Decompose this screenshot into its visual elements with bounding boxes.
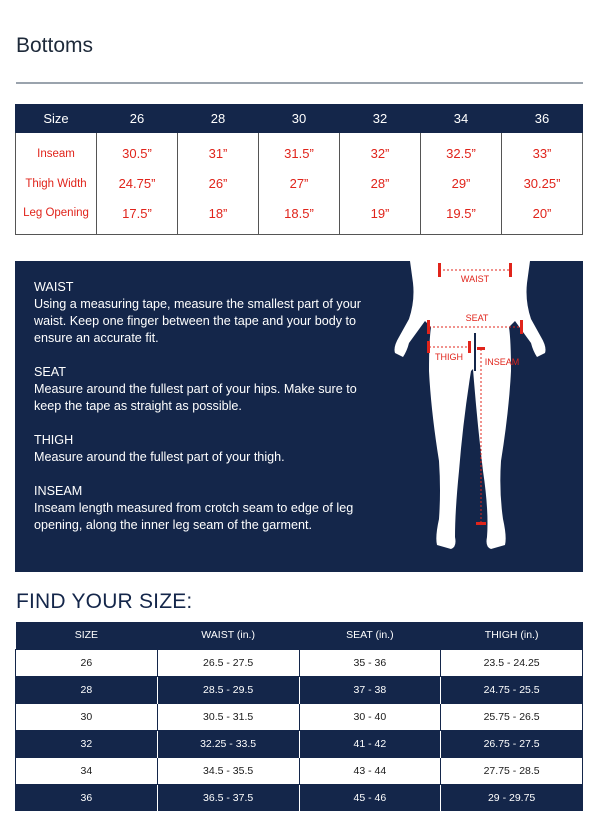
table-cell: 37 - 38 [299, 676, 441, 703]
seat-marker-right [520, 320, 523, 334]
instruction-text: Using a measuring tape, measure the smallest part of your waist. Keep one finger between the tape and your body to ensure an accurate fit. [34, 297, 361, 345]
waist-marker-left [438, 263, 441, 277]
instruction-heading: WAIST [34, 280, 74, 294]
table-cell: 33” [502, 133, 583, 169]
table-cell: 45 - 46 [299, 784, 441, 811]
waist-label: WAIST [460, 274, 490, 284]
row-label: Thigh Width [16, 169, 97, 199]
table-cell: 20” [502, 199, 583, 235]
table-row [16, 703, 583, 730]
table-cell: 36 [16, 784, 158, 811]
table-row [16, 757, 583, 784]
table-cell: 27” [259, 169, 340, 199]
body-silhouette [395, 261, 546, 549]
header-cell: 36 [502, 105, 583, 133]
instruction-heading: SEAT [34, 365, 66, 379]
table-cell: 28” [340, 169, 421, 199]
header-cell: THIGH (in.) [441, 622, 583, 649]
table-cell: 25.75 - 26.5 [441, 703, 583, 730]
waist-marker-right [509, 263, 512, 277]
table-cell: 17.5” [97, 199, 178, 235]
measurements-table [15, 104, 583, 235]
seat-label: SEAT [465, 313, 489, 323]
table-cell: 28.5 - 29.5 [157, 676, 299, 703]
table-cell: 30.5 - 31.5 [157, 703, 299, 730]
table-cell: 34.5 - 35.5 [157, 757, 299, 784]
table-cell: 26.5 - 27.5 [157, 649, 299, 676]
header-cell: 32 [340, 105, 421, 133]
table-row [16, 730, 583, 757]
table-cell: 30.5” [97, 133, 178, 169]
instruction-text: Inseam length measured from crotch seam to edge of leg opening, along the inner leg seam of the garment. [34, 501, 354, 532]
instruction-heading: INSEAM [34, 484, 83, 498]
inseam-instruction [34, 483, 384, 534]
table-cell: 41 - 42 [299, 730, 441, 757]
header-cell: Size [16, 105, 97, 133]
inseam-marker-bottom [476, 522, 486, 525]
measuring-instructions [34, 279, 384, 551]
find-your-size-heading: FIND YOUR SIZE: [16, 590, 193, 613]
thigh-label: THIGH [435, 352, 463, 362]
size-header-row [16, 622, 583, 649]
table-cell: 32.25 - 33.5 [157, 730, 299, 757]
inseam-label: INSEAM [484, 357, 520, 367]
size-lookup-table [15, 622, 583, 811]
table-cell: 30.25” [502, 169, 583, 199]
table-cell: 19” [340, 199, 421, 235]
table-cell: 19.5” [421, 199, 502, 235]
table-cell: 23.5 - 24.25 [441, 649, 583, 676]
seat-instruction [34, 364, 384, 415]
table-cell: 29 - 29.75 [441, 784, 583, 811]
measurement-row-leg-opening [16, 199, 583, 235]
measurements-header-row [16, 105, 583, 133]
header-cell: 34 [421, 105, 502, 133]
row-label: Inseam [16, 133, 97, 169]
measurement-row-thigh-width [16, 169, 583, 199]
instruction-text: Measure around the fullest part of your thigh. [34, 450, 285, 464]
table-cell: 26.75 - 27.5 [441, 730, 583, 757]
table-cell: 24.75” [97, 169, 178, 199]
table-row [16, 676, 583, 703]
table-cell: 31.5” [259, 133, 340, 169]
body-figure-illustration [385, 261, 583, 572]
table-cell: 35 - 36 [299, 649, 441, 676]
table-cell: 24.75 - 25.5 [441, 676, 583, 703]
header-cell: SEAT (in.) [299, 622, 441, 649]
table-cell: 30 - 40 [299, 703, 441, 730]
inseam-marker-top [477, 347, 485, 350]
table-cell: 27.75 - 28.5 [441, 757, 583, 784]
table-cell: 43 - 44 [299, 757, 441, 784]
table-cell: 32” [340, 133, 421, 169]
thigh-marker-right [468, 341, 471, 353]
table-cell: 31” [178, 133, 259, 169]
page-title: Bottoms [16, 34, 94, 57]
table-cell: 28 [16, 676, 158, 703]
header-cell: SIZE [16, 622, 158, 649]
measuring-guide-panel [15, 261, 583, 572]
table-cell: 32.5” [421, 133, 502, 169]
table-cell: 18.5” [259, 199, 340, 235]
seat-marker-left [427, 320, 430, 334]
table-cell: 26 [16, 649, 158, 676]
header-cell: 26 [97, 105, 178, 133]
title-divider [16, 82, 583, 84]
thigh-marker-left [427, 341, 430, 353]
row-label: Leg Opening [16, 199, 97, 235]
table-row [16, 649, 583, 676]
table-cell: 18” [178, 199, 259, 235]
waist-instruction [34, 279, 384, 347]
header-cell: WAIST (in.) [157, 622, 299, 649]
instruction-text: Measure around the fullest part of your hips. Make sure to keep the tape as straight as possible. [34, 382, 357, 413]
header-cell: 30 [259, 105, 340, 133]
table-cell: 32 [16, 730, 158, 757]
table-cell: 30 [16, 703, 158, 730]
thigh-instruction [34, 432, 384, 466]
table-row [16, 784, 583, 811]
table-cell: 36.5 - 37.5 [157, 784, 299, 811]
header-cell: 28 [178, 105, 259, 133]
measurement-row-inseam [16, 133, 583, 169]
table-cell: 34 [16, 757, 158, 784]
table-cell: 29” [421, 169, 502, 199]
table-cell: 26” [178, 169, 259, 199]
instruction-heading: THIGH [34, 433, 74, 447]
